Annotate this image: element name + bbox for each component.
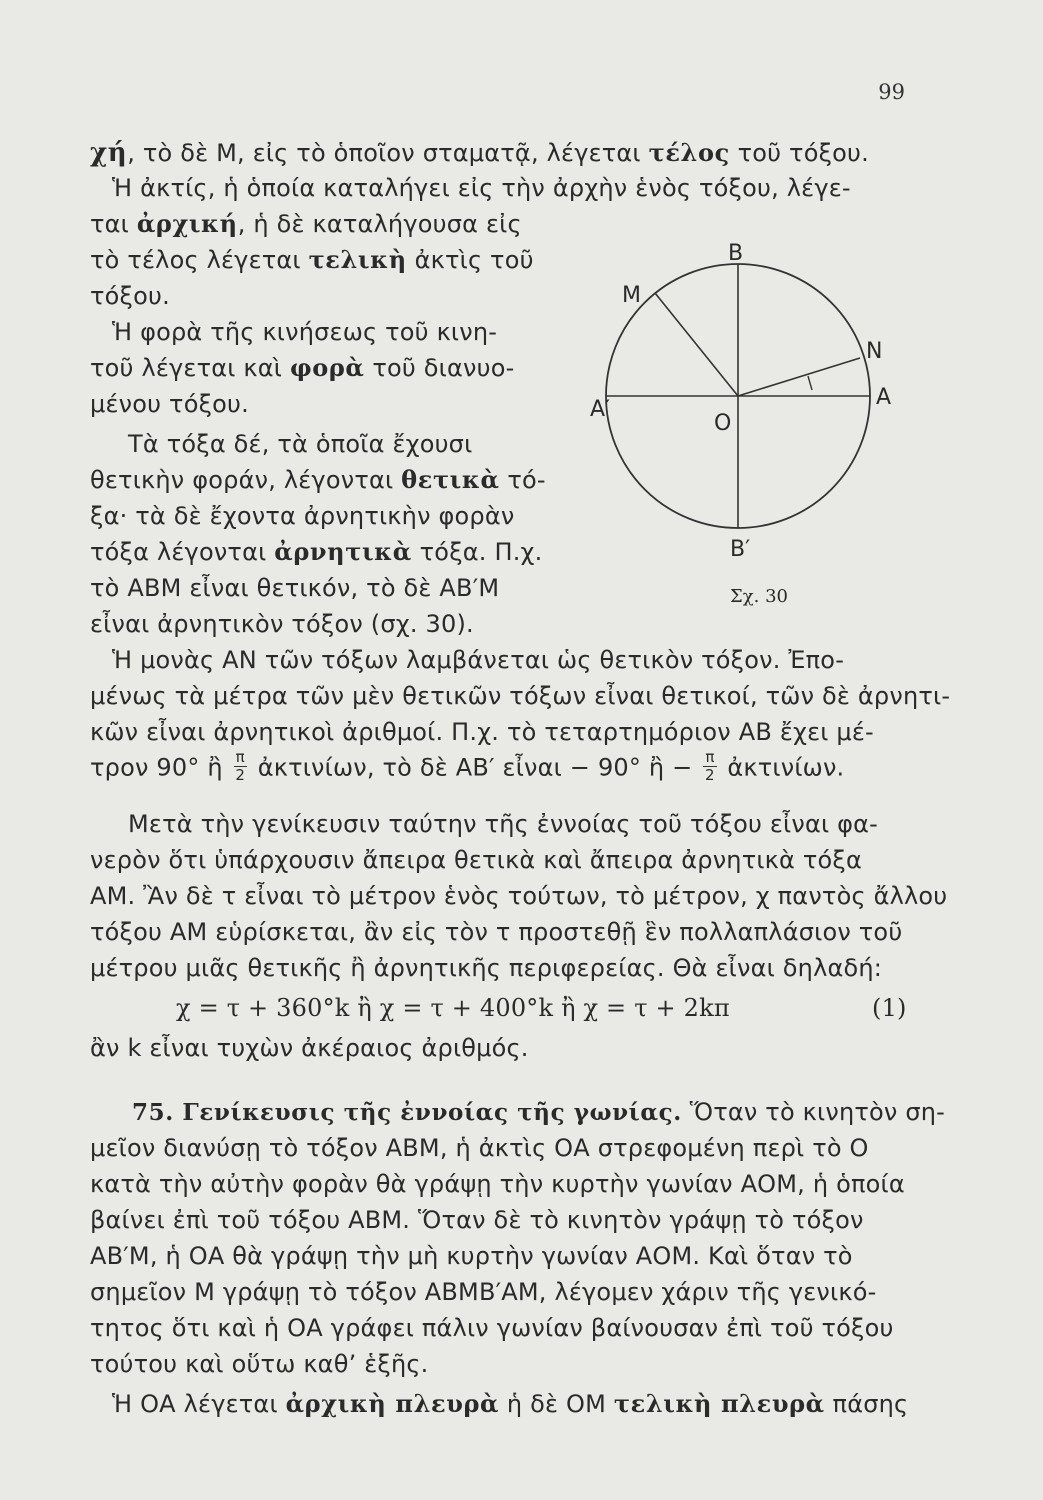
figure-caption: Σχ. 30 [730, 586, 788, 607]
label-m: M [622, 283, 641, 308]
term-archiki: ἀρχική [136, 209, 238, 238]
term-telos: τέλος [648, 138, 730, 167]
text-line-29: βαίνει ἐπὶ τοῦ τόξου ΑΒΜ. Ὅταν δὲ τὸ κινητὸν γράψῃ τὸ τόξον [90, 1206, 864, 1234]
term-thetika: θετικὰ [401, 465, 500, 494]
section-75-heading: 75. Γενίκευσις τῆς ἐννοίας τῆς γωνίας. Ὅταν τὸ κινητὸν ση- [132, 1098, 946, 1126]
text-line-13: τὸ ΑΒΜ εἶναι θετικόν, τὸ δὲ ΑΒ′Μ [90, 574, 500, 602]
text-line-18: τρον 90° ἢ $\frac{\pi}{2}$ ἀκτινίων, τὸ δὲ ΑΒ′ εἶναι − 90° ἢ − $\frac{\pi}{2}$ ἀκτινίων. [90, 748, 845, 784]
text-line-17: κῶν εἶναι ἀρνητικοὶ ἀριθμοί. Π.χ. τὸ τεταρτημόριον ΑΒ ἔχει μέ- [90, 718, 874, 746]
formula-number: (1) [872, 994, 907, 1022]
text-line-5: τόξου. [90, 282, 170, 310]
text-line-25: ἂν k εἶναι τυχὼν ἀκέραιος ἀριθμός. [90, 1034, 529, 1062]
text-line-34: Ἡ ΟΑ λέγεται ἀρχικὴ πλευρὰ ἡ δὲ ΟΜ τελικὴ πλευρὰ πάσης [112, 1389, 909, 1418]
text-line-3: ται ἀρχική, ἡ δὲ καταλήγουσα εἰς [90, 209, 522, 238]
text-line-8: μένου τόξου. [90, 390, 249, 418]
text-line-21: ΑΜ. Ἂν δὲ τ εἶναι τὸ μέτρον ἑνὸς τούτων, τὸ μέτρον, χ παντὸς ἄλλου [90, 882, 948, 910]
circle-figure-30 [590, 240, 920, 620]
text-line-31: σημεῖον Μ γράψῃ τὸ τόξον ΑΒΜΒ′ΑΜ, λέγομεν χάριν τῆς γενικό- [90, 1278, 877, 1306]
text-line-14: εἶναι ἀρνητικὸν τόξον (σχ. 30). [90, 610, 474, 638]
label-b-prime: B′ [730, 537, 751, 562]
text-line-28: κατὰ τὴν αὐτὴν φορὰν θὰ γράψῃ τὴν κυρτὴν γωνίαν ΑΟΜ, ἡ ὁποία [90, 1170, 905, 1198]
text-line-10: θετικὴν φοράν, λέγονται θετικὰ τό- [90, 465, 546, 494]
text-line-16: μένως τὰ μέτρα τῶν μὲν θετικῶν τόξων εἶναι θετικοί, τῶν δὲ ἀρνητι- [90, 682, 951, 710]
term-arnitika: ἀρνητικὰ [274, 537, 412, 566]
text-line-9: Τὰ τόξα δέ, τὰ ὁποῖα ἔχουσι [128, 430, 473, 458]
text-line-32: τητος ὅτι καὶ ἡ ΟΑ γράφει πάλιν γωνίαν βαίνουσαν ἐπὶ τοῦ τόξου [90, 1314, 894, 1342]
text-line-22: τόξου ΑΜ εὑρίσκεται, ἂν εἰς τὸν τ προστεθῇ ἓν πολλαπλάσιον τοῦ [90, 918, 903, 946]
fraction-pi-over-2-negative: $\frac{\pi}{2}$ [705, 748, 715, 784]
label-b: B [728, 241, 744, 266]
formula-1: χ = τ + 360°k ἢ χ = τ + 400°k ἢ χ = τ + 2kπ [176, 994, 730, 1022]
text-line-4: τὸ τέλος λέγεται τελικὴ ἀκτὶς τοῦ [90, 245, 534, 274]
text-line-30: ΑΒ′Μ, ἡ ΟΑ θὰ γράψῃ τὴν μὴ κυρτὴν γωνίαν ΑΟΜ. Καὶ ὅταν τὸ [90, 1242, 853, 1270]
label-o: O [714, 411, 732, 436]
text-line-33: τούτου καὶ οὕτω καθ’ ἑξῆς. [90, 1350, 429, 1378]
label-n: N [866, 339, 883, 364]
fraction-pi-over-2: $\frac{\pi}{2}$ [235, 748, 246, 784]
term-teliki: τελικὴ [308, 245, 407, 274]
radius-on [738, 358, 860, 396]
text-line-1: χή, τὸ δὲ Μ, εἰς τὸ ὁποῖον σταματᾷ, λέγεται τέλος τοῦ τόξου. [90, 138, 869, 168]
label-a-prime: A′ [590, 397, 611, 422]
page-number: 99 [878, 80, 905, 104]
label-a: A [876, 385, 892, 410]
term-fora: φορὰ [289, 353, 365, 382]
text-line-12: τόξα λέγονται ἀρνητικὰ τόξα. Π.χ. [90, 537, 543, 566]
text-line-11: ξα· τὰ δὲ ἔχοντα ἀρνητικὴν φορὰν [90, 502, 515, 530]
arc-mark [808, 376, 812, 390]
text-line-23: μέτρου μιᾶς θετικῆς ἢ ἀρνητικῆς περιφερείας. Θὰ εἶναι δηλαδή: [90, 954, 883, 982]
term-teliki-plevra: τελικὴ πλευρὰ [613, 1389, 825, 1418]
radius-om [655, 293, 738, 396]
text-line-27: μεῖον διανύσῃ τὸ τόξον ΑΒΜ, ἡ ἀκτὶς ΟΑ στρεφομένη περὶ τὸ Ο [90, 1134, 869, 1162]
text-line-20: νερὸν ὅτι ὑπάρχουσιν ἄπειρα θετικὰ καὶ ἄπειρα ἀρνητικὰ τόξα [90, 846, 863, 874]
text-line-15: Ἡ μονὰς ΑΝ τῶν τόξων λαμβάνεται ὡς θετικὸν τόξον. Ἐπο- [112, 646, 845, 674]
section-title: 75. Γενίκευσις τῆς ἐννοίας τῆς γωνίας. [132, 1099, 682, 1126]
text-line-19: Μετὰ τὴν γενίκευσιν ταύτην τῆς ἐννοίας τοῦ τόξου εἶναι φα- [128, 810, 879, 838]
text-line-7: τοῦ λέγεται καὶ φορὰ τοῦ διανυο- [90, 353, 515, 382]
term-chi: χή [90, 138, 128, 168]
text-line-6: Ἡ φορὰ τῆς κινήσεως τοῦ κινη- [112, 318, 498, 346]
term-archiki-plevra: ἀρχικὴ πλευρὰ [285, 1389, 500, 1418]
text-line-2: Ἡ ἀκτίς, ἡ ὁποία καταλήγει εἰς τὴν ἀρχὴν ἑνὸς τόξου, λέγε- [112, 174, 851, 202]
